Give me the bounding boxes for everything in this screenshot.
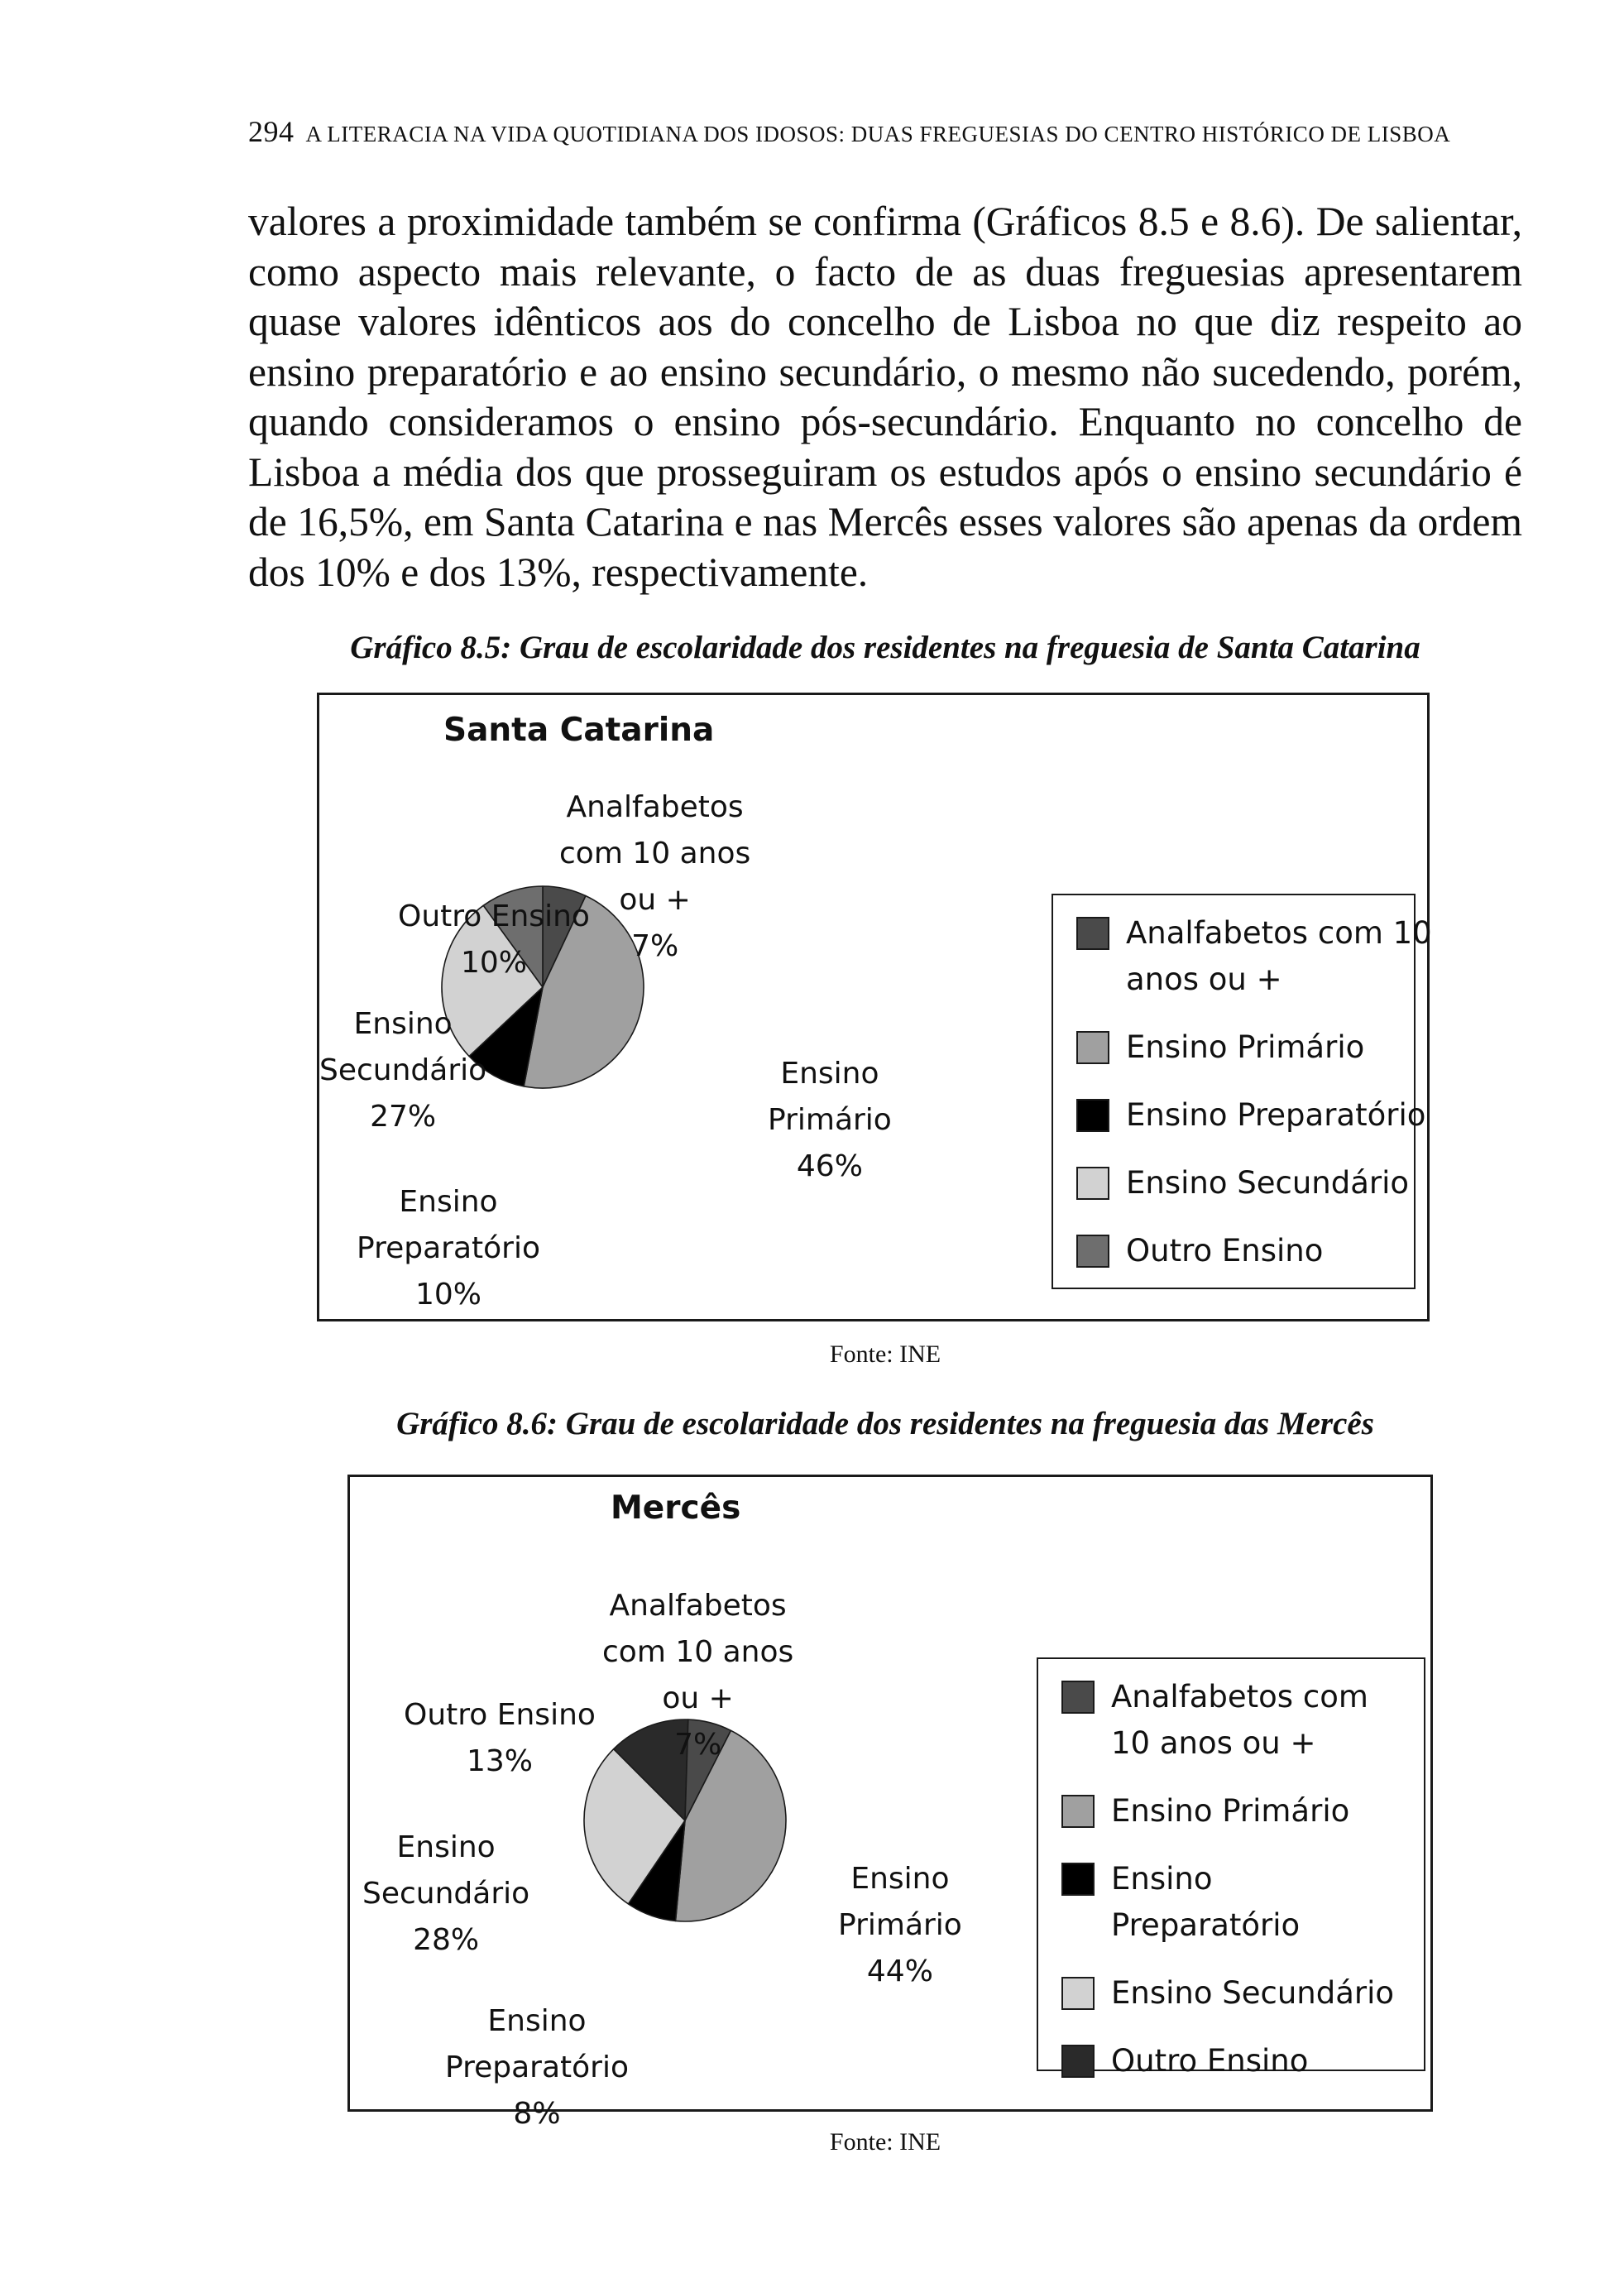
- pie-chart: [685, 1820, 686, 1821]
- running-header: [248, 114, 1522, 149]
- legend-item: [1061, 1856, 1424, 1949]
- slice-label-ensino-primario: [768, 1051, 892, 1190]
- pie-chart: [543, 987, 544, 988]
- legend-label-line: 10 anos ou +: [1111, 1725, 1316, 1761]
- legend-item: [1061, 1674, 1424, 1767]
- chart-title: Santa Catarina: [443, 712, 715, 749]
- legend-swatch: [1061, 1863, 1095, 1896]
- legend-swatch: [1076, 1235, 1109, 1268]
- legend-swatch: [1061, 1795, 1095, 1828]
- slice-label-line: com 10 anos: [559, 837, 751, 871]
- legend-label-line: Ensino Secundário: [1126, 1165, 1410, 1201]
- legend-label: [1111, 2038, 1308, 2084]
- legend-label-line: Outro Ensino: [1111, 2043, 1309, 2079]
- legend-swatch: [1076, 917, 1109, 950]
- legend-label-line: Preparatório: [1111, 1907, 1301, 1943]
- slice-label-ensino-secundario: [319, 1001, 486, 1140]
- legend-label-line: Analfabetos com 10: [1126, 915, 1432, 951]
- legend-label-line: Ensino Secundário: [1111, 1975, 1395, 2011]
- legend-label: [1126, 1092, 1425, 1139]
- slice-label-line: Outro Ensino: [404, 1698, 596, 1732]
- legend-label: [1111, 1674, 1368, 1767]
- legend-item: [1076, 1024, 1414, 1071]
- legend-item: [1061, 1788, 1424, 1835]
- slice-label-line: Ensino: [396, 1830, 496, 1864]
- slice-label-percent: 8%: [513, 2097, 561, 2131]
- legend-label: [1111, 1788, 1349, 1835]
- legend-label-line: Outro Ensino: [1126, 1233, 1324, 1269]
- legend-item: [1076, 910, 1432, 1003]
- slice-label-percent: 27%: [370, 1100, 437, 1134]
- slice-label-line: Secundário: [362, 1877, 530, 1911]
- slice-label-outro-ensino: [398, 894, 590, 986]
- figure-source-8-5: Fonte: INE: [829, 1341, 941, 1368]
- slice-label-ensino-secundario: [362, 1825, 529, 1964]
- legend-label-line: Ensino: [1111, 1861, 1213, 1897]
- legend-swatch: [1061, 1681, 1095, 1714]
- legend-label-line: anos ou +: [1126, 962, 1282, 997]
- legend-label: [1126, 1024, 1364, 1071]
- slice-label-percent: 13%: [466, 1744, 533, 1778]
- legend-label: [1111, 1856, 1300, 1949]
- slice-label-line: Preparatório: [357, 1231, 540, 1265]
- slice-label-analfabetos: [602, 1583, 793, 1768]
- slice-label-line: Ensino: [780, 1057, 879, 1091]
- legend-item: [1061, 1970, 1424, 2017]
- legend-label: [1111, 1970, 1394, 2017]
- slice-label-line: ou +: [662, 1681, 734, 1715]
- slice-label-line: com 10 anos: [602, 1635, 794, 1669]
- legend-swatch: [1061, 2045, 1095, 2078]
- slice-label-percent: 44%: [866, 1954, 933, 1988]
- slice-label-line: Ensino: [353, 1007, 453, 1041]
- slice-label-percent: 10%: [414, 1278, 481, 1312]
- slice-label-line: Ensino: [850, 1862, 950, 1896]
- slice-label-line: Analfabetos: [566, 790, 744, 824]
- running-header-title: A LITERACIA NA VIDA QUOTIDIANA DOS IDOSOS: DUAS FREGUESIAS DO CENTRO HISTÓRICO DE LISBOA: [305, 122, 1451, 146]
- slice-label-ensino-primario: [838, 1856, 962, 1995]
- legend-label-line: Ensino Primário: [1111, 1793, 1350, 1829]
- legend-item: [1061, 2038, 1424, 2084]
- legend-swatch: [1076, 1031, 1109, 1064]
- legend-label-line: Ensino Primário: [1126, 1029, 1365, 1065]
- slice-label-line: Outro Ensino: [398, 899, 590, 933]
- legend-item: [1076, 1228, 1414, 1274]
- slice-label-line: Analfabetos: [609, 1589, 787, 1623]
- legend-label-line: Analfabetos com: [1111, 1679, 1368, 1715]
- legend-item: [1076, 1092, 1426, 1139]
- slice-label-line: Primário: [838, 1908, 962, 1942]
- legend-label: [1126, 1228, 1323, 1274]
- slice-label-ensino-preparatorio: [357, 1179, 540, 1318]
- slice-label-percent: 7%: [631, 929, 679, 963]
- figure-caption-8-6: Gráfico 8.6: Grau de escolaridade dos residentes na freguesia das Mercês: [396, 1406, 1374, 1441]
- slice-label-outro-ensino: [404, 1692, 596, 1785]
- legend-swatch: [1076, 1099, 1109, 1132]
- chart-legend: [1037, 1657, 1425, 2079]
- chart-title: Mercês: [611, 1489, 741, 1527]
- legend-swatch: [1061, 1977, 1095, 2010]
- slice-label-percent: 10%: [460, 946, 527, 980]
- slice-label-ensino-preparatorio: [445, 1998, 629, 2137]
- slice-label-line: Primário: [768, 1103, 892, 1137]
- slice-label-percent: 46%: [796, 1149, 863, 1183]
- body-paragraph: valores a proximidade também se confirma (Gráficos 8.5 e 8.6). De salientar, como aspecto mais relevante, o facto de as duas freguesias apresentarem quase valores idênticos aos do concelho de Lisboa no que diz respeito ao ensino preparatório e ao ensino secundário, o mesmo não sucedendo, porém, quando consideramos o ensino pós-secundário. Enquanto no concelho de Lisboa a média dos que prosseguiram os estudos após o ensino secundário é de 16,5%, em Santa Catarina e nas Mercês esses valores são apenas da ordem dos 10% e dos 13%, respectivamente.: [248, 199, 1522, 595]
- legend-item: [1076, 1160, 1414, 1206]
- slice-label-line: Ensino: [487, 2004, 587, 2038]
- legend-label: [1126, 910, 1432, 1003]
- legend-swatch: [1076, 1167, 1109, 1200]
- slice-label-line: Preparatório: [445, 2050, 629, 2084]
- chart-legend: [1052, 894, 1432, 1289]
- slice-label-line: Ensino: [399, 1185, 498, 1219]
- legend-label-line: Ensino Preparatório: [1126, 1097, 1426, 1133]
- figure-source-8-6: Fonte: INE: [829, 2128, 941, 2156]
- figure-caption-8-5: Gráfico 8.5: Grau de escolaridade dos residentes na freguesia de Santa Catarina: [350, 630, 1420, 665]
- chart-santa-catarina: [317, 693, 1430, 1321]
- chart-merces: [347, 1475, 1433, 2131]
- page-number: 294: [248, 115, 295, 148]
- slice-label-percent: 28%: [413, 1923, 480, 1957]
- slice-label-line: Secundário: [319, 1053, 487, 1087]
- slice-label-percent: 7%: [674, 1728, 722, 1762]
- slice-label-line: ou +: [619, 883, 691, 917]
- legend-label: [1126, 1160, 1409, 1206]
